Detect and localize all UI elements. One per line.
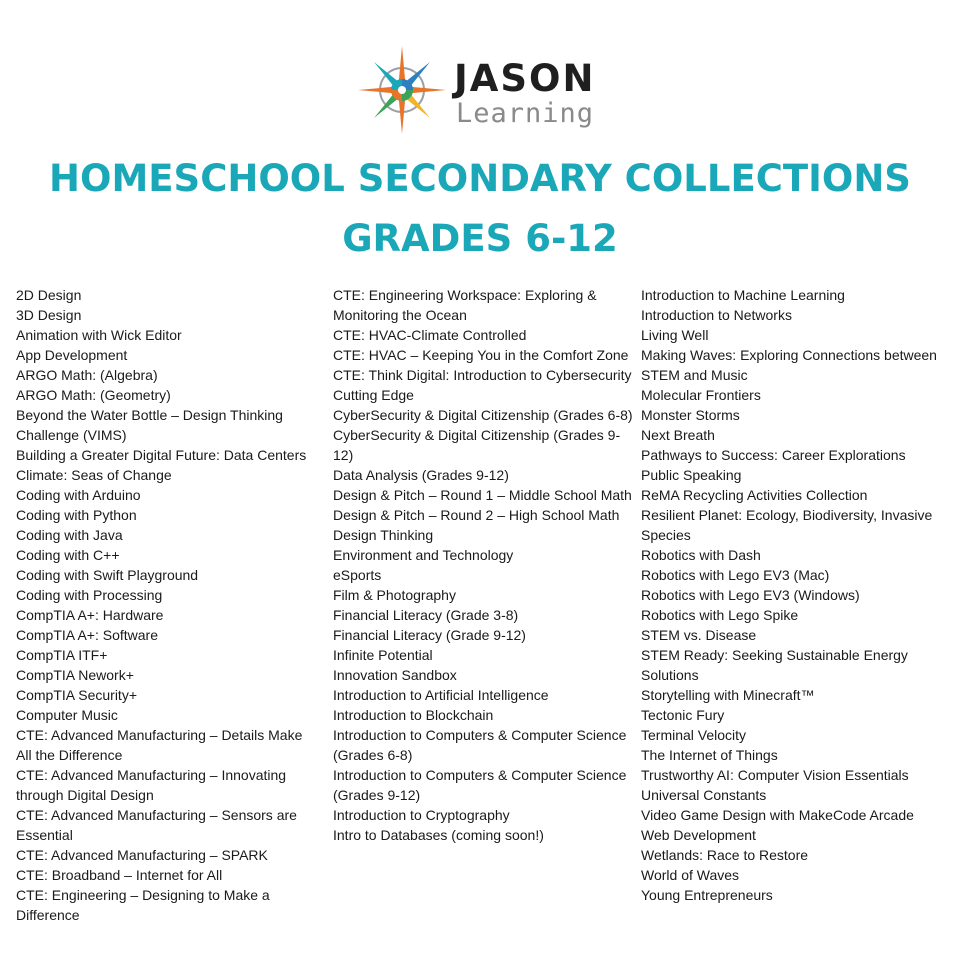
- collection-item: Beyond the Water Bottle – Design Thinking Challenge (VIMS): [16, 407, 283, 443]
- collection-item: 2D Design: [16, 287, 82, 303]
- collection-item: Financial Literacy (Grade 9-12): [333, 627, 526, 643]
- collection-item: CTE: Broadband – Internet for All: [16, 867, 223, 883]
- collection-item: Living Well: [641, 327, 709, 343]
- collection-item: Animation with Wick Editor: [16, 327, 182, 343]
- collection-item: CompTIA ITF+: [16, 647, 108, 663]
- collection-item: Film & Photography: [333, 587, 456, 603]
- collection-item: CompTIA A+: Hardware: [16, 607, 164, 623]
- collection-item: Robotics with Dash: [641, 547, 761, 563]
- collection-item: Wetlands: Race to Restore: [641, 847, 809, 863]
- page-title: HOMESCHOOL SECONDARY COLLECTIONS: [49, 157, 911, 200]
- collection-item: Introduction to Artificial Intelligence: [333, 687, 549, 703]
- collection-item: Tectonic Fury: [641, 707, 725, 723]
- collection-item: Monster Storms: [641, 407, 740, 423]
- collection-item: App Development: [16, 347, 128, 363]
- collection-item: Terminal Velocity: [641, 727, 747, 743]
- collection-item: Universal Constants: [641, 787, 767, 803]
- collection-item: CTE: Advanced Manufacturing – Details Make All the Difference: [16, 727, 303, 763]
- collection-item: Coding with Swift Playground: [16, 567, 199, 583]
- collection-item: Introduction to Computers & Computer Science (Grades 9-12): [333, 767, 627, 803]
- collection-item: Financial Literacy (Grade 3-8): [333, 607, 519, 623]
- collection-list-column-1: [16, 285, 321, 925]
- collection-item: Environment and Technology: [333, 547, 514, 563]
- collection-item: Introduction to Machine Learning: [641, 287, 845, 303]
- collection-item: Robotics with Lego Spike: [641, 607, 799, 623]
- collection-item: CTE: HVAC-Climate Controlled: [333, 327, 527, 343]
- collection-item: CyberSecurity & Digital Citizenship (Grades 6-8): [333, 407, 633, 423]
- collection-list-column-2: [333, 285, 633, 845]
- collection-item: ARGO Math: (Geometry): [16, 387, 171, 403]
- collection-item: Introduction to Cryptography: [333, 807, 510, 823]
- jason-learning-logo: [356, 44, 606, 134]
- collection-item: Computer Music: [16, 707, 118, 723]
- collection-item: eSports: [333, 567, 382, 583]
- collection-item: Design & Pitch – Round 1 – Middle School Math: [333, 487, 632, 503]
- collection-item: STEM vs. Disease: [641, 627, 757, 643]
- collection-item: Data Analysis (Grades 9-12): [333, 467, 509, 483]
- collection-item: Robotics with Lego EV3 (Mac): [641, 567, 830, 583]
- logo-brand-text: JASON: [454, 57, 596, 100]
- compass-rose-icon: [356, 44, 448, 136]
- collection-item: ARGO Math: (Algebra): [16, 367, 158, 383]
- page-subtitle: GRADES 6-12: [342, 217, 618, 260]
- collection-item: Infinite Potential: [333, 647, 433, 663]
- collection-item: Video Game Design with MakeCode Arcade: [641, 807, 914, 823]
- collection-item: Next Breath: [641, 427, 715, 443]
- collection-item: ReMA Recycling Activities Collection: [641, 487, 868, 503]
- collection-item: Introduction to Blockchain: [333, 707, 494, 723]
- collection-item: The Internet of Things: [641, 747, 778, 763]
- collection-item: Web Development: [641, 827, 756, 843]
- collection-item: Coding with Java: [16, 527, 123, 543]
- collection-item: Pathways to Success: Career Explorations: [641, 447, 906, 463]
- collection-item: Coding with Processing: [16, 587, 163, 603]
- collection-item: 3D Design: [16, 307, 82, 323]
- collection-item: CompTIA Nework+: [16, 667, 134, 683]
- collection-item: Robotics with Lego EV3 (Windows): [641, 587, 860, 603]
- collection-item: Resilient Planet: Ecology, Biodiversity, Invasive Species: [641, 507, 933, 543]
- collection-item: CTE: Advanced Manufacturing – SPARK: [16, 847, 268, 863]
- collection-item: Public Speaking: [641, 467, 742, 483]
- collection-item: CTE: HVAC – Keeping You in the Comfort Zone: [333, 347, 629, 363]
- collection-item: Coding with Arduino: [16, 487, 141, 503]
- collection-item: Introduction to Networks: [641, 307, 792, 323]
- collection-item: Building a Greater Digital Future: Data Centers: [16, 447, 307, 463]
- collection-item: Introduction to Computers & Computer Science (Grades 6-8): [333, 727, 627, 763]
- collection-item: Innovation Sandbox: [333, 667, 457, 683]
- collection-item: Climate: Seas of Change: [16, 467, 172, 483]
- collection-item: CompTIA Security+: [16, 687, 137, 703]
- collection-item: CTE: Think Digital: Introduction to Cybersecurity: [333, 367, 632, 383]
- collection-item: World of Waves: [641, 867, 740, 883]
- collection-item: Storytelling with Minecraft™: [641, 687, 815, 703]
- collection-item: Molecular Frontiers: [641, 387, 761, 403]
- collection-item: Making Waves: Exploring Connections between STEM and Music: [641, 347, 937, 383]
- collection-item: Coding with C++: [16, 547, 120, 563]
- collection-item: CompTIA A+: Software: [16, 627, 159, 643]
- collection-item: CTE: Engineering – Designing to Make a Difference: [16, 887, 270, 923]
- collection-item: Young Entrepreneurs: [641, 887, 773, 903]
- collection-list-column-3: [641, 285, 951, 905]
- collection-item: CyberSecurity & Digital Citizenship (Grades 9-12): [333, 427, 621, 463]
- collection-item: Coding with Python: [16, 507, 137, 523]
- collection-item: CTE: Engineering Workspace: Exploring & Monitoring the Ocean: [333, 287, 597, 323]
- collection-item: STEM Ready: Seeking Sustainable Energy Solutions: [641, 647, 908, 683]
- collection-item: CTE: Advanced Manufacturing – Sensors are Essential: [16, 807, 297, 843]
- collection-item: Trustworthy AI: Computer Vision Essentials: [641, 767, 909, 783]
- collection-item: Design & Pitch – Round 2 – High School Math Design Thinking: [333, 507, 620, 543]
- logo-sub-text: Learning: [456, 98, 595, 129]
- collection-item: CTE: Advanced Manufacturing – Innovating through Digital Design: [16, 767, 287, 803]
- collection-item: Intro to Databases (coming soon!): [333, 827, 544, 843]
- collection-item: Cutting Edge: [333, 387, 414, 403]
